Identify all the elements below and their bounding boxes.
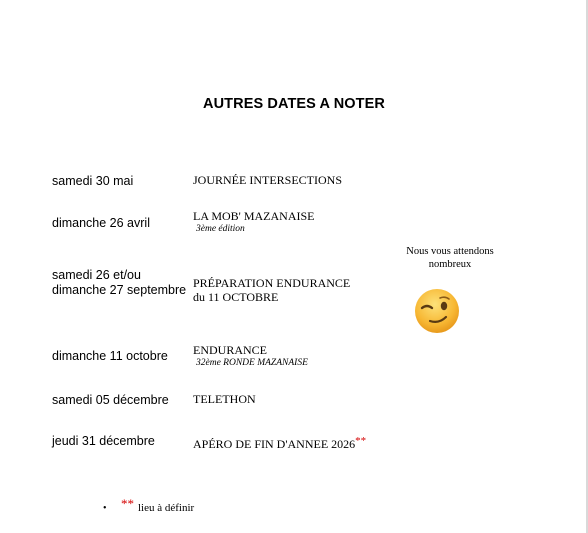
event-name-6	[193, 434, 366, 451]
event-subtitle-2: 3ème édition	[196, 224, 245, 234]
event-date-4: dimanche 11 octobre	[52, 349, 168, 363]
bullet-icon: •	[103, 503, 107, 514]
event-date-6: jeudi 31 décembre	[52, 434, 155, 448]
footnote-text: lieu à définir	[138, 502, 195, 514]
event-date-3	[52, 268, 186, 298]
event-date-5: samedi 05 décembre	[52, 393, 169, 407]
event-title-3: PRÉPARATION ENDURANCE	[193, 276, 351, 290]
event-date-2: dimanche 26 avril	[52, 216, 150, 230]
event-title-6: APÉRO DE FIN D'ANNEE 2026	[193, 437, 356, 451]
event-title-5: TELETHON	[193, 392, 256, 406]
event-name-1	[193, 173, 342, 187]
event-title-4: ENDURANCE	[193, 343, 267, 357]
event-title-2: LA MOB' MAZANAISE	[193, 209, 315, 223]
event-title-1: JOURNÉE INTERSECTIONS	[193, 173, 342, 187]
page-title: AUTRES DATES A NOTER	[203, 96, 385, 112]
side-note: Nous vous attendons nombreux	[406, 246, 494, 270]
event-subtitle-3: du 11 OCTOBRE	[193, 290, 279, 304]
footnote-marker: **	[121, 496, 134, 511]
event-marker-6: **	[355, 435, 367, 447]
event-name-4	[193, 343, 308, 369]
event-date-3-line1: samedi 26 et/ou	[52, 268, 141, 282]
event-name-2	[193, 209, 315, 235]
event-subtitle-4: 32ème RONDE MAZANAISE	[196, 358, 308, 368]
event-date-1: samedi 30 mai	[52, 174, 134, 188]
footnote	[103, 496, 194, 514]
event-date-3-line2: dimanche 27 septembre	[52, 283, 187, 297]
event-name-3	[193, 276, 350, 304]
winking-face-icon	[412, 287, 462, 335]
event-name-5	[193, 392, 256, 406]
